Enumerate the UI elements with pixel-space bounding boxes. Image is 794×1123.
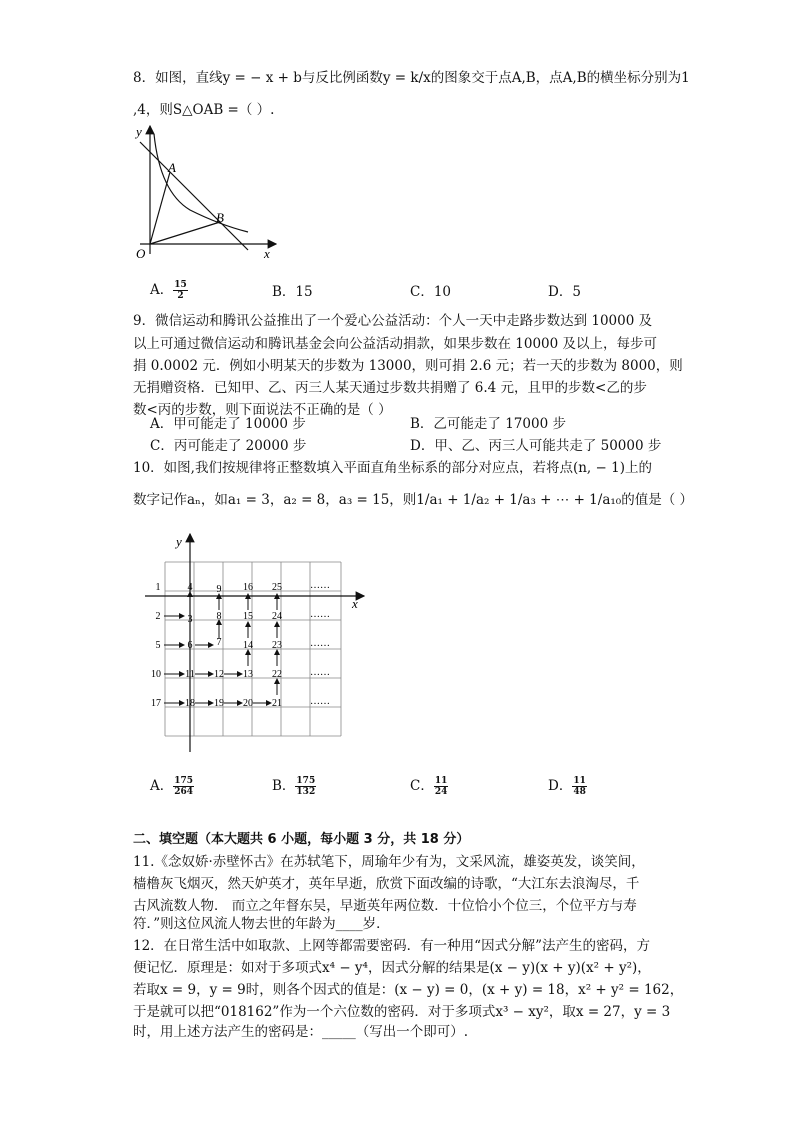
svg-text:25: 25: [272, 582, 282, 593]
q8-point-a: A: [168, 160, 176, 175]
svg-text:……: ……: [310, 696, 330, 707]
q10-y-label: y: [176, 534, 182, 549]
svg-text:15: 15: [243, 611, 253, 622]
q8-line-2: ,4，则S△OAB =（ ）.: [133, 102, 275, 118]
svg-text:4: 4: [187, 582, 193, 593]
q10-figure: [140, 530, 370, 755]
svg-text:21: 21: [272, 698, 282, 709]
q10-option-a-fraction: $\frac{175}{264}$: [174, 776, 194, 797]
svg-text:5: 5: [155, 640, 161, 651]
q8-segment-oa: [150, 172, 170, 244]
q9-option-a[interactable]: A．甲可能走了 10000 步: [150, 416, 306, 432]
svg-text:3: 3: [187, 614, 193, 625]
q8-option-a-fraction: $\frac{15}{2}$: [174, 280, 187, 301]
svg-text:12: 12: [214, 669, 224, 680]
svg-text:13: 13: [243, 669, 253, 680]
q8-y-label: y: [136, 124, 142, 139]
svg-text:6: 6: [187, 640, 193, 651]
svg-text:17: 17: [151, 698, 161, 709]
q10-option-b[interactable]: B． $\frac{175}{132}$: [272, 776, 316, 797]
svg-text:2: 2: [155, 611, 161, 622]
q10-option-a[interactable]: A． $\frac{175}{264}$: [150, 776, 194, 797]
svg-text:8: 8: [216, 611, 222, 622]
q8-figure: [130, 122, 280, 262]
svg-text:9: 9: [216, 584, 222, 595]
svg-text:……: ……: [310, 638, 330, 649]
q10-line-1: 10．如图,我们按规律将正整数填入平面直角坐标系的部分对应点，若将点(n, − 1)上的: [133, 460, 652, 476]
svg-text:……: ……: [310, 609, 330, 620]
svg-text:14: 14: [243, 640, 253, 651]
svg-text:11: 11: [185, 669, 195, 680]
q12-line-1: 12．在日常生活中如取款、上网等都需要密码．有一种用“因式分解”法产生的密码，方: [133, 938, 650, 954]
q8-hyperbola: [154, 134, 248, 232]
svg-text:7: 7: [216, 637, 222, 648]
svg-text:18: 18: [185, 698, 195, 709]
q8-segment-ob: [150, 222, 220, 244]
section-2-title: 二、填空题（本大题共 6 小题，每小题 3 分，共 18 分）: [133, 832, 470, 847]
q9-option-d[interactable]: D．甲、乙、丙三人可能共走了 50000 步: [410, 438, 662, 454]
q10-option-c-fraction: $\frac{11}{24}$: [434, 776, 448, 797]
q11-line-2: 樯橹灰飞烟灭，然天妒英才，英年早逝，欣赏下面改编的诗歌，“大江东去浪淘尽，千: [133, 876, 640, 892]
q12-line-5: 时，用上述方法产生的密码是：_____（写出一个即可）.: [133, 1024, 469, 1040]
q10-option-c[interactable]: C． $\frac{11}{24}$: [410, 776, 448, 797]
svg-text:……: ……: [310, 580, 330, 591]
q12-line-3: 若取x = 9，y = 9时，则各个因式的值是：(x − y) = 0，(x + y) = 18，x² + y² = 162，: [133, 982, 684, 998]
q10-line-2: 数字记作aₙ，如a₁ = 3，a₂ = 8，a₃ = 15，则1/a₁ + 1/a₂ + 1/a₃ + ⋯ + 1/a₁₀的值是（ ）: [133, 492, 693, 508]
svg-text:19: 19: [214, 698, 224, 709]
q8-option-b[interactable]: B．15: [272, 284, 313, 300]
svg-text:10: 10: [151, 669, 161, 680]
svg-text:16: 16: [243, 582, 253, 593]
q11-line-3: 古风流数人物． 而立之年督东吴，早逝英年两位数．十位恰小个位三，个位平方与寿: [133, 898, 637, 914]
q11-line-4: 符．”则这位风流人物去世的年龄为____岁．: [133, 916, 390, 932]
q9-line-4: 无捐赠资格．已知甲、乙、丙三人某天通过步数共捐赠了 6.4 元，且甲的步数<乙的步: [133, 380, 647, 396]
q9-option-c[interactable]: C．丙可能走了 20000 步: [150, 438, 307, 454]
svg-text:20: 20: [243, 698, 253, 709]
svg-text:22: 22: [272, 669, 282, 680]
q9-line-3: 捐 0.0002 元．例如小明某天的步数为 13000，则可捐 2.6 元；若一天的步数为 8000，则: [133, 358, 683, 374]
q10-x-label: x: [352, 596, 358, 611]
q8-line: [140, 142, 248, 250]
svg-text:1: 1: [155, 582, 161, 593]
q8-origin-label: O: [136, 246, 146, 261]
q9-line-2: 以上可通过微信运动和腾讯基金会向公益活动捐款，如果步数在 10000 及以上，每步可: [133, 336, 658, 352]
q9-line-5: 数<丙的步数，则下面说法不正确的是（ ）: [133, 402, 392, 418]
q8-line-1: 8．如图，直线y = − x + b与反比例函数y = k/x的图象交于点A,B，点A,B的横坐标分别为1: [133, 70, 690, 86]
q8-point-b: B: [216, 210, 224, 225]
q8-option-d[interactable]: D．5: [548, 284, 581, 300]
svg-text:23: 23: [272, 640, 282, 651]
q9-option-b[interactable]: B．乙可能走了 17000 步: [410, 416, 566, 432]
q10-option-b-fraction: $\frac{175}{132}$: [296, 776, 316, 797]
svg-text:……: ……: [310, 667, 330, 678]
q8-x-label: x: [264, 246, 270, 261]
svg-text:24: 24: [272, 611, 282, 622]
q12-line-4: 于是就可以把“018162”作为一个六位数的密码．对于多项式x³ − xy²，取x = 27，y = 3: [133, 1004, 671, 1020]
q10-option-d-fraction: $\frac{11}{48}$: [573, 776, 586, 797]
q12-line-2: 便记忆．原理是：如对于多项式x⁴ − y⁴，因式分解的结果是(x − y)(x + y)(x² + y²)，: [133, 960, 651, 976]
q8-option-a[interactable]: A． $\frac{15}{2}$: [150, 280, 187, 301]
q8-option-c[interactable]: C．10: [410, 284, 452, 300]
q10-option-d[interactable]: D． $\frac{11}{48}$: [548, 776, 586, 797]
q11-line-1: 11.《念奴娇·赤壁怀古》在苏轼笔下，周瑜年少有为，文采风流，雄姿英发，谈笑间，: [133, 854, 645, 870]
q9-line-1: 9．微信运动和腾讯公益推出了一个爱心公益活动：个人一天中走路步数达到 10000 及: [133, 313, 653, 329]
